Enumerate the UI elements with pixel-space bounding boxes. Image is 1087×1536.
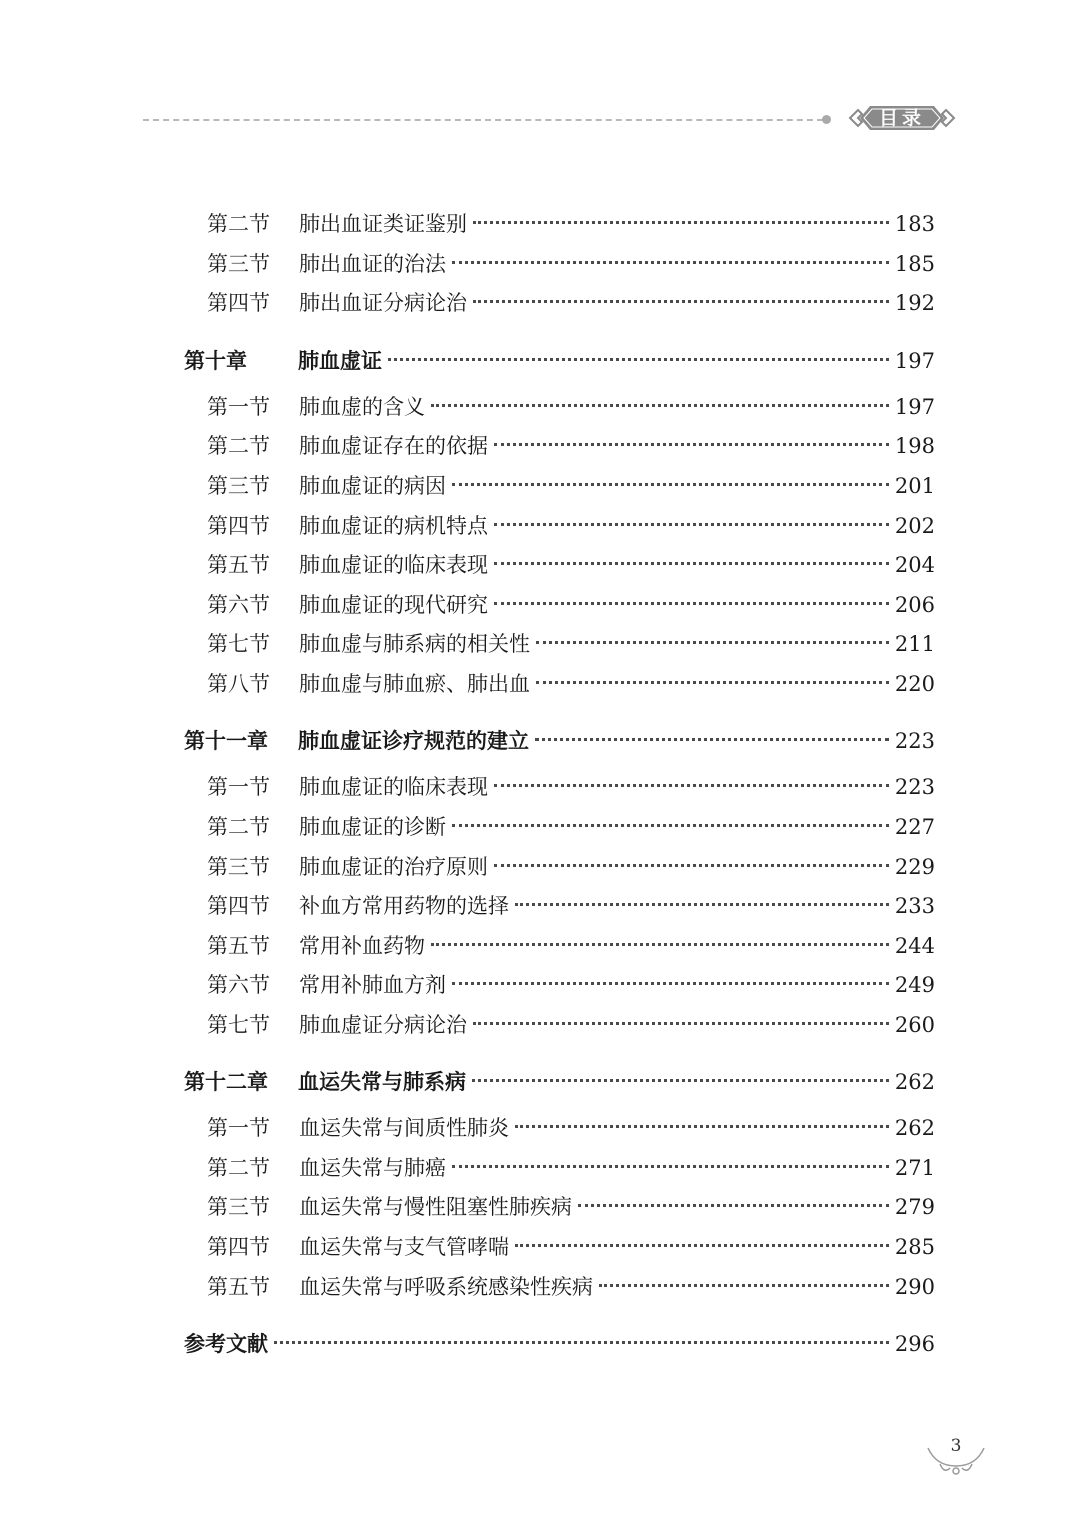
toc-section-row[interactable] bbox=[207, 208, 935, 240]
section-badge bbox=[846, 100, 958, 136]
toc-entry-number: 第一节 bbox=[207, 775, 270, 799]
toc-entry-title: 肺血虚与肺系病的相关性 bbox=[299, 632, 530, 656]
toc-entry-title: 参考文献 bbox=[184, 1332, 268, 1356]
toc-entry-title: 血运失常与间质性肺炎 bbox=[299, 1116, 509, 1140]
toc-entry-number: 第四节 bbox=[207, 291, 270, 315]
toc-section-row[interactable] bbox=[207, 811, 935, 843]
footer-ornament-icon bbox=[926, 1444, 986, 1476]
toc-entry-title: 肺血虚证的临床表现 bbox=[299, 553, 488, 577]
dot-leader bbox=[494, 443, 889, 446]
toc-references-row[interactable] bbox=[184, 1328, 935, 1360]
toc-entry-number: 第三节 bbox=[207, 252, 270, 276]
toc-section-row[interactable] bbox=[207, 430, 935, 462]
toc-section-row[interactable] bbox=[207, 1231, 935, 1263]
page-footer bbox=[926, 1436, 986, 1476]
toc-section-row[interactable] bbox=[207, 1271, 935, 1303]
toc-entry-number: 第十一章 bbox=[184, 729, 268, 753]
toc-entry-title: 常用补肺血方剂 bbox=[299, 973, 446, 997]
toc-section-row[interactable] bbox=[207, 1191, 935, 1223]
toc-page-number: 262 bbox=[894, 1070, 935, 1094]
toc-section-row[interactable] bbox=[207, 628, 935, 660]
toc-entry-number: 第五节 bbox=[207, 553, 270, 577]
toc-page-number: 229 bbox=[894, 855, 935, 879]
toc-entry-title: 肺血虚证的治疗原则 bbox=[299, 855, 488, 879]
toc-entry-title: 常用补血药物 bbox=[299, 934, 425, 958]
toc-entry-number: 第四节 bbox=[207, 894, 270, 918]
toc-page-number: 233 bbox=[894, 894, 935, 918]
toc-chapter-row[interactable] bbox=[184, 1066, 935, 1098]
toc-entry-number: 第十章 bbox=[184, 349, 247, 373]
toc-entry-number: 第三节 bbox=[207, 855, 270, 879]
badge-label: 目录 bbox=[878, 107, 925, 129]
toc-page-number: 206 bbox=[894, 593, 935, 617]
toc-entry-title: 血运失常与呼吸系统感染性疾病 bbox=[299, 1275, 593, 1299]
page-number: 3 bbox=[950, 1436, 962, 1456]
toc-entry-title: 肺血虚证的诊断 bbox=[299, 815, 446, 839]
toc-page-number: 244 bbox=[894, 934, 935, 958]
toc-entry-number: 第十二章 bbox=[184, 1070, 268, 1094]
toc-section-row[interactable] bbox=[207, 1112, 935, 1144]
toc-page-number: 249 bbox=[894, 973, 935, 997]
toc-entry-title: 肺出血证的治法 bbox=[299, 252, 446, 276]
toc-entry-number: 第二节 bbox=[207, 815, 270, 839]
toc-page-number: 296 bbox=[894, 1332, 935, 1356]
toc-section-row[interactable] bbox=[207, 549, 935, 581]
toc-section-row[interactable] bbox=[207, 1009, 935, 1041]
toc-entry-number: 第六节 bbox=[207, 973, 270, 997]
dot-leader bbox=[452, 982, 889, 985]
dot-leader bbox=[388, 358, 889, 361]
toc-entry-title: 肺血虚证的病因 bbox=[299, 474, 446, 498]
toc-entry-title: 血运失常与肺系病 bbox=[298, 1070, 466, 1094]
toc-entry-title: 肺血虚证 bbox=[298, 349, 382, 373]
toc-entry-title: 肺出血证类证鉴别 bbox=[299, 212, 467, 236]
dot-leader bbox=[536, 641, 889, 644]
toc-entry-number: 第四节 bbox=[207, 514, 270, 538]
toc-page-number: 192 bbox=[894, 291, 935, 315]
toc-page-number: 290 bbox=[894, 1275, 935, 1299]
toc-entry-title: 肺血虚的含义 bbox=[299, 395, 425, 419]
toc-section-row[interactable] bbox=[207, 668, 935, 700]
toc-entry-title: 肺血虚证存在的依据 bbox=[299, 434, 488, 458]
toc-entry-number: 第五节 bbox=[207, 1275, 270, 1299]
toc-page-number: 285 bbox=[894, 1235, 935, 1259]
dot-leader bbox=[494, 784, 889, 787]
toc-entry-number: 第八节 bbox=[207, 672, 270, 696]
toc-page-number: 197 bbox=[894, 395, 935, 419]
dot-leader bbox=[578, 1204, 889, 1207]
dot-leader bbox=[452, 483, 889, 486]
dot-leader bbox=[515, 903, 889, 906]
dot-leader bbox=[452, 261, 889, 264]
toc-section-row[interactable] bbox=[207, 1152, 935, 1184]
dot-leader bbox=[515, 1244, 889, 1247]
dot-leader bbox=[494, 864, 889, 867]
toc-entry-number: 第四节 bbox=[207, 1235, 270, 1259]
toc-section-row[interactable] bbox=[207, 287, 935, 319]
header-rule bbox=[143, 119, 823, 121]
toc-page-number: 223 bbox=[894, 729, 935, 753]
toc-page-number: 185 bbox=[894, 252, 935, 276]
dot-leader bbox=[431, 404, 889, 407]
header-dot bbox=[822, 115, 831, 124]
toc-page-number: 260 bbox=[894, 1013, 935, 1037]
toc-entry-title: 补血方常用药物的选择 bbox=[299, 894, 509, 918]
toc-entry-number: 第二节 bbox=[207, 434, 270, 458]
dot-leader bbox=[473, 221, 889, 224]
toc-entry-title: 肺血虚证的临床表现 bbox=[299, 775, 488, 799]
toc-section-row[interactable] bbox=[207, 771, 935, 803]
toc-entry-title: 肺出血证分病论治 bbox=[299, 291, 467, 315]
toc-chapter-row[interactable] bbox=[184, 345, 935, 377]
dot-leader bbox=[431, 943, 889, 946]
dot-leader bbox=[473, 300, 889, 303]
dot-leader bbox=[599, 1284, 889, 1287]
toc-entry-number: 第三节 bbox=[207, 474, 270, 498]
toc-section-row[interactable] bbox=[207, 391, 935, 423]
toc-page-number: 223 bbox=[894, 775, 935, 799]
toc-page-number: 279 bbox=[894, 1195, 935, 1219]
toc-entry-title: 肺血虚证诊疗规范的建立 bbox=[298, 729, 529, 753]
toc-entry-number: 第六节 bbox=[207, 593, 270, 617]
dot-leader bbox=[494, 602, 889, 605]
toc-page-number: 201 bbox=[894, 474, 935, 498]
toc-page-number: 271 bbox=[894, 1156, 935, 1180]
toc-page-number: 198 bbox=[894, 434, 935, 458]
toc-section-row[interactable] bbox=[207, 969, 935, 1001]
toc-section-row[interactable] bbox=[207, 470, 935, 502]
toc-section-row[interactable] bbox=[207, 510, 935, 542]
toc-section-row[interactable] bbox=[207, 890, 935, 922]
dot-leader bbox=[536, 681, 889, 684]
toc-entry-number: 第五节 bbox=[207, 934, 270, 958]
toc-entry-number: 第二节 bbox=[207, 212, 270, 236]
toc-section-row[interactable] bbox=[207, 248, 935, 280]
toc-entry-title: 血运失常与肺癌 bbox=[299, 1156, 446, 1180]
toc-entry-title: 肺血虚证的现代研究 bbox=[299, 593, 488, 617]
toc-page-number: 211 bbox=[894, 632, 935, 656]
toc-entry-title: 血运失常与支气管哮喘 bbox=[299, 1235, 509, 1259]
toc-page-number: 197 bbox=[894, 349, 935, 373]
toc-entry-number: 第七节 bbox=[207, 632, 270, 656]
toc-page-number: 220 bbox=[894, 672, 935, 696]
toc-section-row[interactable] bbox=[207, 930, 935, 962]
dot-leader bbox=[274, 1341, 889, 1344]
toc-entry-number: 第七节 bbox=[207, 1013, 270, 1037]
toc-entry-title: 肺血虚证的病机特点 bbox=[299, 514, 488, 538]
dot-leader bbox=[515, 1125, 889, 1128]
toc-page-number: 183 bbox=[894, 212, 935, 236]
dot-leader bbox=[452, 824, 889, 827]
dot-leader bbox=[494, 562, 889, 565]
toc-section-row[interactable] bbox=[207, 851, 935, 883]
dot-leader bbox=[535, 738, 889, 741]
toc-entry-title: 血运失常与慢性阻塞性肺疾病 bbox=[299, 1195, 572, 1219]
dot-leader bbox=[452, 1165, 889, 1168]
toc-entry-title: 肺血虚与肺血瘀、肺出血 bbox=[299, 672, 530, 696]
toc-entry-title: 肺血虚证分病论治 bbox=[299, 1013, 467, 1037]
toc-section-row[interactable] bbox=[207, 589, 935, 621]
toc-page-number: 262 bbox=[894, 1116, 935, 1140]
toc-entry-number: 第一节 bbox=[207, 395, 270, 419]
dot-leader bbox=[473, 1022, 889, 1025]
dot-leader bbox=[472, 1079, 889, 1082]
toc-entry-number: 第三节 bbox=[207, 1195, 270, 1219]
toc-page-number: 204 bbox=[894, 553, 935, 577]
toc-entry-number: 第一节 bbox=[207, 1116, 270, 1140]
toc-chapter-row[interactable] bbox=[184, 725, 935, 757]
toc-page-number: 202 bbox=[894, 514, 935, 538]
dot-leader bbox=[494, 523, 889, 526]
toc-entry-number: 第二节 bbox=[207, 1156, 270, 1180]
toc-page-number: 227 bbox=[894, 815, 935, 839]
